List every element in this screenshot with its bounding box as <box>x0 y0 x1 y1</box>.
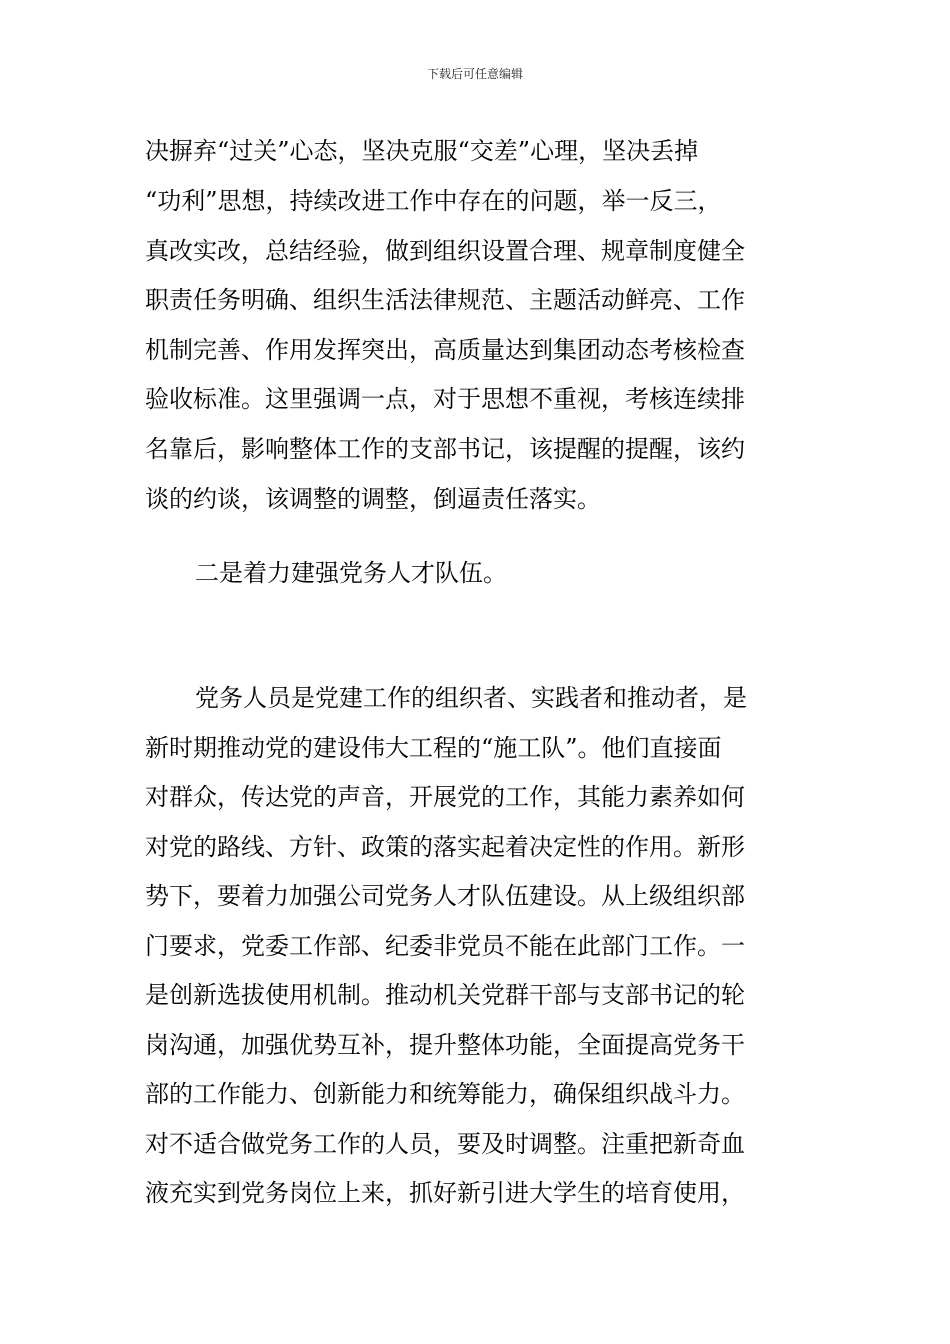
text-line: 新时期推动党的建设伟大工程的“施工队”。他们直接面 <box>145 734 722 762</box>
text-line: 液充实到党务岗位上来，抓好新引进大学生的培育使用， <box>145 1179 745 1207</box>
text-line: 门要求，党委工作部、纪委非党员不能在此部门工作。一 <box>145 932 745 960</box>
text-line: 真改实改，总结经验，做到组织设置合理、规章制度健全 <box>145 237 745 265</box>
text-line: “功利”思想，持续改进工作中存在的问题，举一反三， <box>145 187 722 215</box>
text-line: 名靠后，影响整体工作的支部书记，该提醒的提醒，该约 <box>145 435 745 463</box>
text-line: 职责任务明确、组织生活法律规范、主题活动鲜亮、工作 <box>145 286 745 314</box>
text-line: 机制完善、作用发挥突出，高质量达到集团动态考核检查 <box>145 336 745 364</box>
text-line: 势下，要着力加强公司党务人才队伍建设。从上级组织部 <box>145 882 745 910</box>
section-heading: 二是着力建强党务人才队伍。 <box>195 559 507 587</box>
text-line: 决摒弃“过关”心态，坚决克服“交差”心理，坚决丢掉 <box>145 137 699 165</box>
text-line: 对群众，传达党的声音，开展党的工作，其能力素养如何 <box>145 783 745 811</box>
text-line: 党务人员是党建工作的组织者、实践者和推动者，是 <box>195 684 747 712</box>
text-line: 对不适合做党务工作的人员，要及时调整。注重把新奇血 <box>145 1130 745 1158</box>
text-line: 验收标准。这里强调一点，对于思想不重视，考核连续排 <box>145 385 745 413</box>
text-line: 是创新选拔使用机制。推动机关党群干部与支部书记的轮 <box>145 981 745 1009</box>
text-line: 谈的约谈，该调整的调整，倒逼责任落实。 <box>145 485 601 513</box>
text-line: 部的工作能力、创新能力和统筹能力，确保组织战斗力。 <box>145 1080 745 1108</box>
page-header: 下载后可任意编辑 <box>426 67 523 81</box>
text-line: 岗沟通，加强优势互补，提升整体功能，全面提高党务干 <box>145 1031 745 1059</box>
text-line: 对党的路线、方针、政策的落实起着决定性的作用。新形 <box>145 833 745 861</box>
